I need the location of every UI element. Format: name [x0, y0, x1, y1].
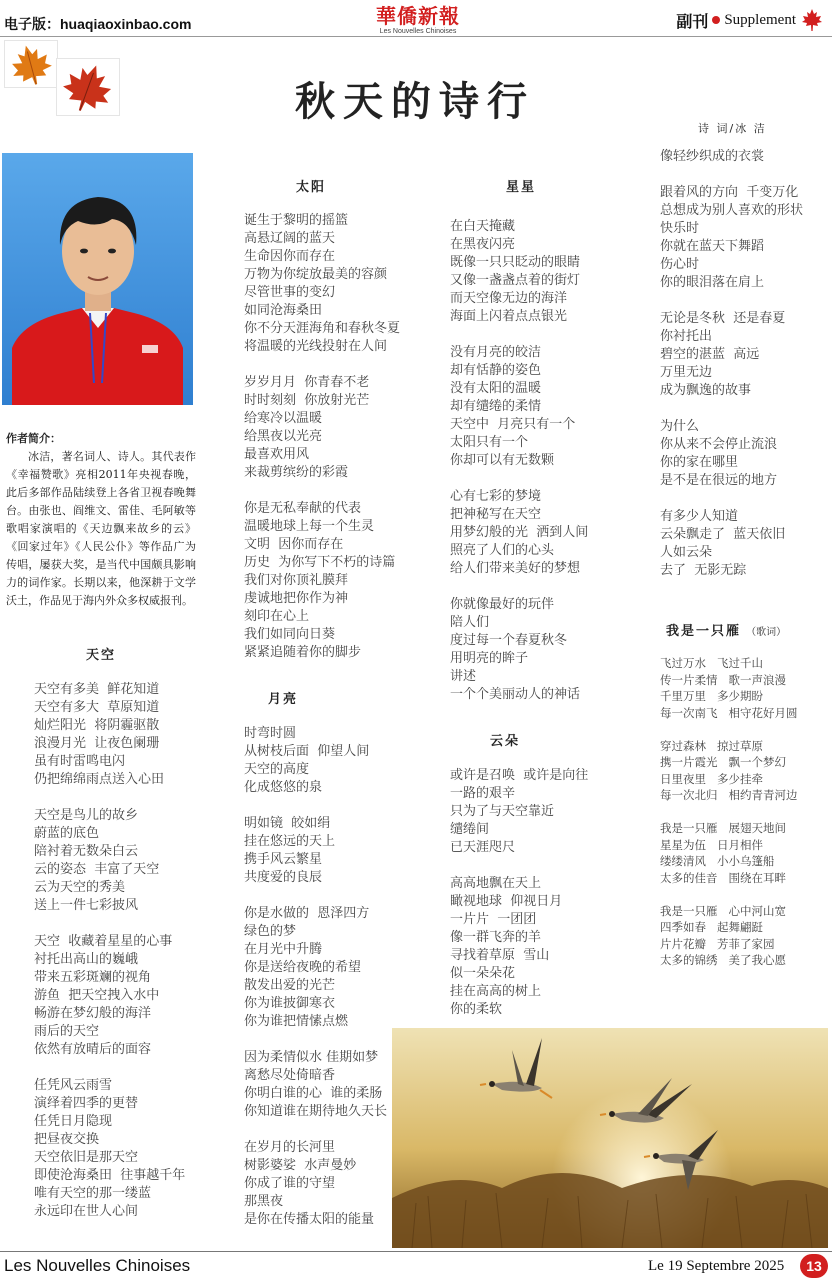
masthead-cn: 華僑新報 — [376, 4, 460, 28]
maple-leaf-decoration — [4, 40, 58, 88]
poem-goose-note: （歌词） — [746, 627, 787, 638]
poem-cloud-text: 或许是召唤 或许是向往 一路的艰辛 只为了与天空靠近 缱绻间 已天涯咫尺 高高地飘在天上 瞰视地球 仰视日月 一片片 一团团 像一群飞奔的羊 寻找着草原 雪山 似一朵朵花 挂在高高的树上 你的柔软 — [450, 768, 589, 1017]
poem-goose-text: 飞过万水 飞过千山 传一片柔情 歌一声浪漫 千里万里 多少期盼 每一次南飞 相守花好月圆 穿过森林 掠过草原 携一片霞光 飘一个梦幻 日里夜里 多少挂牵 每一次北归 相约青青河边 我是一只雁 展翅天地间 星星为伍 日月相伴 缕缕清风 小小乌篷船 太多的佳音 围绕在耳畔 我是一只雁 心中河山宽 四季如春 起舞翩跹 片片花瓣 芳菲了家园 太多的锦绣 美了我心愿 — [660, 656, 798, 967]
section-en: Supplement — [724, 11, 796, 28]
poem-moon-title: 月亮 — [268, 692, 299, 707]
dot-icon — [712, 16, 720, 24]
byline: 诗 词/冰 洁 — [698, 122, 767, 135]
poem-goose-heading — [666, 620, 786, 639]
site-url-link[interactable]: huaqiaoxinbao.com — [60, 16, 192, 32]
poem-goose-title: 我是一只雁 — [666, 624, 742, 639]
author-photo — [2, 153, 193, 405]
section-label — [676, 8, 824, 32]
author-bio-text: 冰洁，著名词人、诗人。其代表作《幸福赞歌》亮相2011年央视春晚，此后多部作品陆续登上各省卫视春晚舞台。由张也、阎维文、雷佳、毛阿敏等歌唱家演唱的《天边飘来故乡的云》《回家过年》《人民公仆》等作品广为传唱，屡获大奖，是当代中国颇具影响力的词作家。长期以来，他深耕于文学沃土，作品见于海内外众多权威报刊。 — [6, 450, 196, 607]
poem-star-text: 在白天掩藏 在黑夜闪亮 既像一只只眨动的眼睛 又像一盏盏点着的街灯 而天空像无边的海洋 海面上闪着点点银光 没有月亮的皎洁 却有恬静的姿色 没有太阳的温暖 却有缱绻的柔情 天空中 月亮只有一个 太阳只有一个 你却可以有无数颗 心有七彩的梦境 把神秘写在天空 用梦幻般的光 洒到人间 照亮了人们的心头 给人们带来美好的梦想 你就像最好的玩伴 陪人们 度过每一个春夏秋冬 用明亮的眸子 讲述 一个个美丽动人的神话 — [450, 219, 589, 702]
masthead-fr: Les Nouvelles Chinoises — [379, 28, 457, 35]
maple-leaf-decoration — [56, 58, 120, 116]
author-bio-label: 作者简介： — [6, 432, 61, 445]
masthead-logo — [372, 4, 464, 36]
header-divider — [0, 36, 832, 37]
author-bio — [6, 430, 196, 610]
maple-leaf-icon — [800, 8, 824, 32]
poem-sun-text: 诞生于黎明的摇篮 高悬辽阔的蓝天 生命因你而存在 万物为你绽放最美的容颜 尽管世事的变幻 如同沧海桑田 你不分天涯海角和春秋冬夏 将温暖的光线投射在人间 岁岁月月 你青春不老 时时刻刻 你放射光芒 给寒冷以温暖 给黑夜以光亮 最喜欢用风 来裁剪缤纷的彩霞 你是无私奉献的代表 温暖地球上每一个生灵 文明 因你而存在 历史 为你写下不朽的诗篇 我们对你顶礼膜拜 虔诚地把你作为神 刻印在心上 我们如同向日葵 紧紧追随着你的脚步 — [244, 213, 401, 660]
poem-sky-text: 天空有多美 鲜花知道 天空有多大 草原知道 灿烂阳光 将阴霾驱散 浪漫月光 让夜色阑珊 虽有时雷鸣电闪 仍把绵绵雨点送入心田 天空是鸟儿的故乡 蔚蓝的底色 陪衬着无数朵白云 云的姿态 丰富了天空 云为天空的秀美 送上一件七彩披风 天空 收藏着星星的心事 衬托出高山的巍峨 带来五彩斑斓的视角 游鱼 把天空拽入水中 畅游在梦幻般的海洋 雨后的天空 依然有放晴后的面容 任凭风云雨雪 演绎着四季的更替 任凭日月隐现 把昼夜交换 天空依旧是那天空 即使沧海桑田 往事越千年 唯有天空的那一缕蓝 永远印在世人心间 — [34, 682, 186, 1219]
footer-divider — [0, 1251, 832, 1252]
footer-paper-name: Les Nouvelles Chinoises — [4, 1256, 191, 1275]
geese-photo — [392, 1028, 828, 1248]
poem-sun-title: 太阳 — [296, 180, 327, 195]
section-cn: 副刊 — [676, 11, 709, 31]
page-title: 秋天的诗行 — [295, 78, 535, 125]
site-url[interactable] — [4, 14, 191, 34]
poem-sky-title: 天空 — [86, 648, 117, 663]
poem-cloud-title: 云朵 — [490, 734, 521, 749]
poem-moon-text: 时弯时圆 从树枝后面 仰望人间 天空的高度 化成悠悠的泉 明如镜 皎如绢 挂在悠远的天上 携手风云繁星 共度爱的良辰 你是水做的 恩泽四方 绿色的梦 在月光中升腾 你是送给夜晚的希望 散发出爱的光芒 你为谁披御寒衣 你为谁把情愫点燃 因为柔情似水 佳期如梦 离愁尽处倚暗香 你明白谁的心 谁的柔肠 你知道谁在期待地久天长 在岁月的长河里 树影婆娑 水声曼妙 你成了谁的守望 那黑夜 是你在传播太阳的能量 — [244, 726, 388, 1227]
site-url-prefix: 电子版： — [4, 16, 60, 32]
poem-cloud-continued: 像轻纱织成的衣裳 跟着风的方向 千变万化 总想成为别人喜欢的形状 快乐时 你就在蓝天下舞蹈 伤心时 你的眼泪落在肩上 无论是冬秋 还是春夏 你衬托出 碧空的湛蓝 高远 万里无边 成为飘逸的故事 为什么 你从来不会停止流浪 你的家在哪里 是不是在很远的地方 有多少人知道 云朵飘走了 蓝天依旧 人如云朵 去了 无影无踪 — [660, 149, 804, 578]
footer-date: Le 19 Septembre 2025 — [648, 1258, 785, 1274]
page-number-badge: 13 — [800, 1254, 828, 1278]
poem-star-title: 星星 — [506, 180, 537, 195]
